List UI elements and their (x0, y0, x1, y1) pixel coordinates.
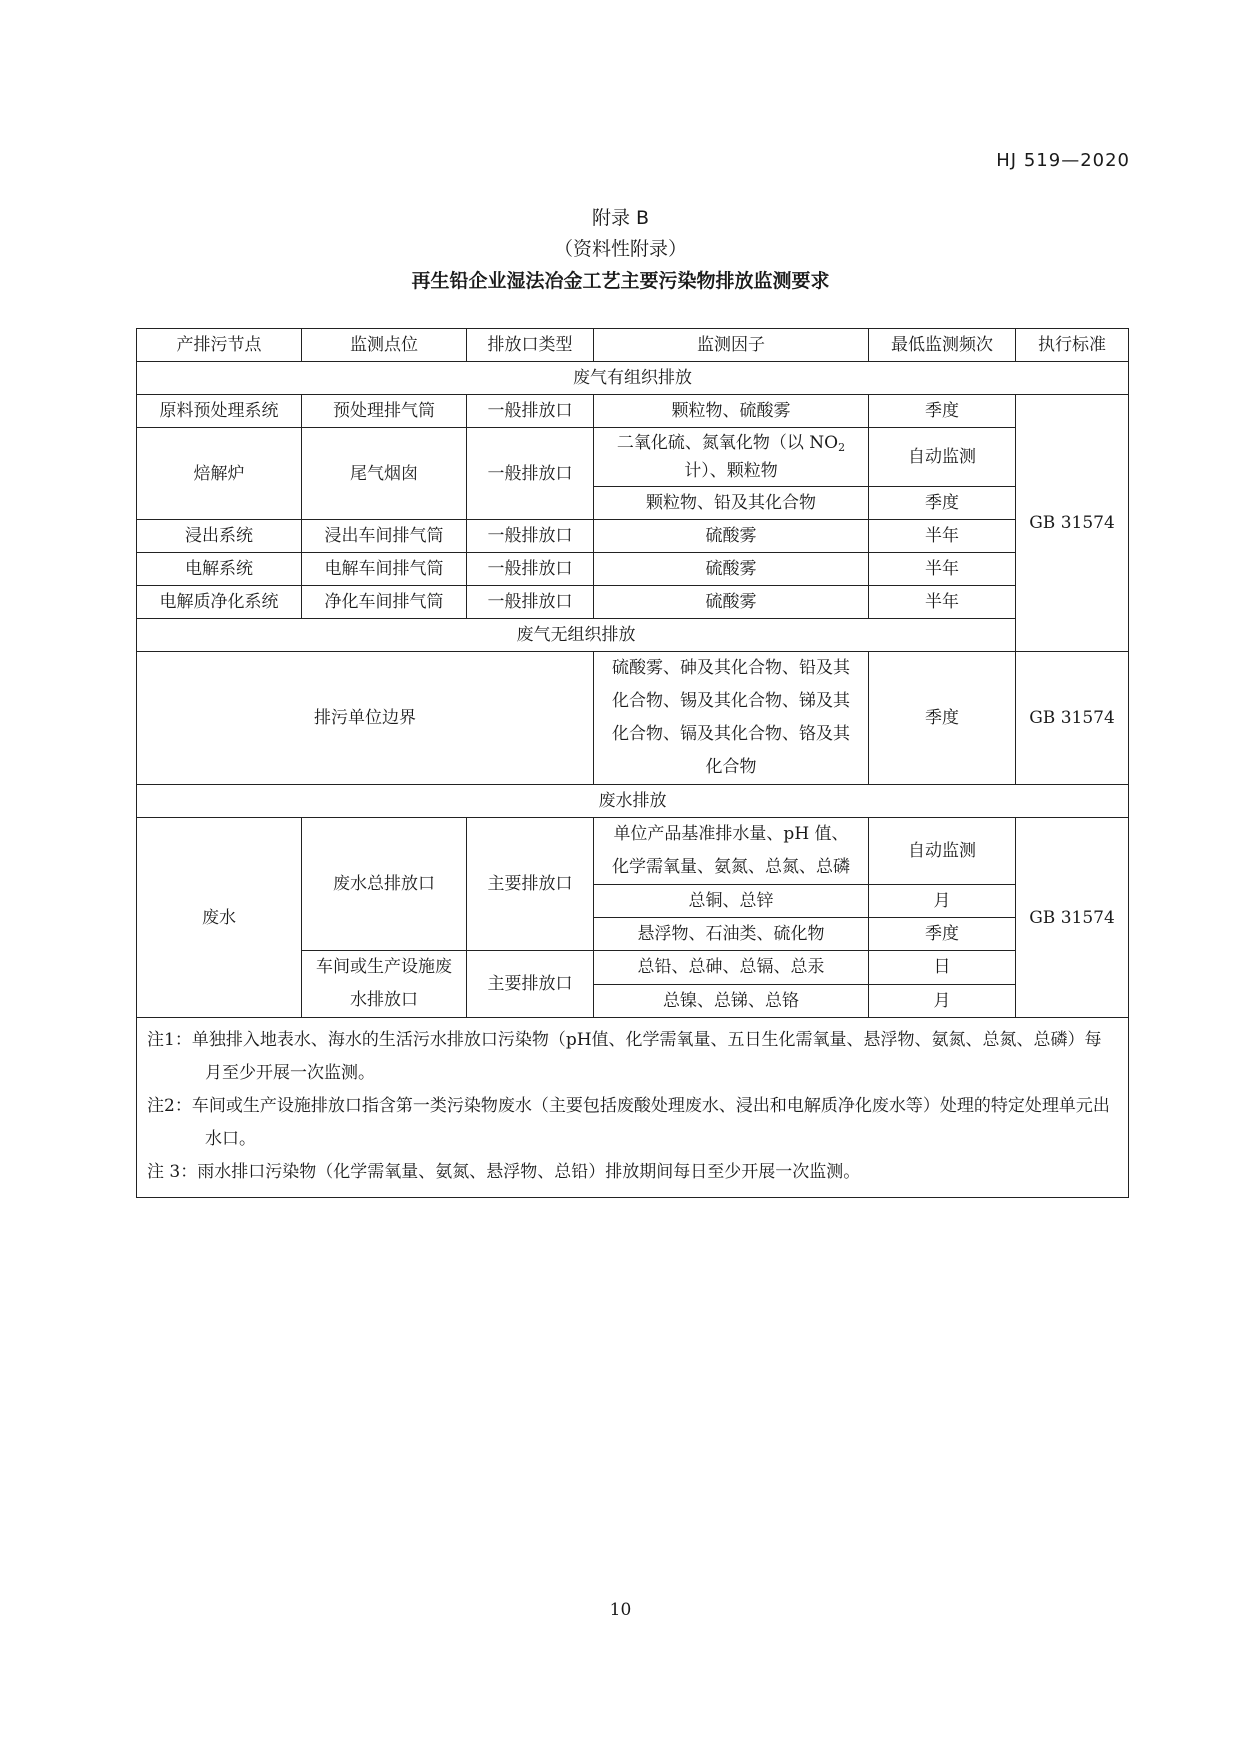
factor-text-pre: 二氧化硫、氮氧化物（以 NO (616, 433, 839, 453)
cell-freq: 半年 (869, 553, 1016, 586)
cell-standard: GB 31574 (1016, 652, 1129, 785)
table-row (137, 652, 1129, 785)
cell-factor: 单位产品基准排水量、pH 值、化学需氧量、氨氮、总氮、总磷 (594, 818, 869, 885)
cell-factor: 总铅、总砷、总镉、总汞 (594, 951, 869, 985)
cell-point: 浸出车间排气筒 (302, 520, 467, 553)
section-row (137, 785, 1129, 818)
section-row (137, 619, 1129, 652)
table-row (137, 395, 1129, 428)
section-unorganized-gas: 废气无组织排放 (137, 619, 1016, 652)
cell-node: 原料预处理系统 (137, 395, 302, 428)
note-3: 注 3：雨水排口污染物（化学需氧量、氨氮、悬浮物、总铅）排放期间每日至少开展一次监测。 (147, 1162, 861, 1182)
cell-factor: 颗粒物、铅及其化合物 (594, 487, 869, 520)
cell-freq: 自动监测 (869, 428, 1016, 487)
cell-factor: 硫酸雾、砷及其化合物、铅及其化合物、锡及其化合物、锑及其化合物、镉及其化合物、铬及其化合物 (594, 652, 869, 785)
cell-factor: 总镍、总锑、总铬 (594, 984, 869, 1018)
table-header-row (137, 329, 1129, 362)
note-2: 注2：车间或生产设施排放口指含第一类污染物废水（主要包括废酸处理废水、浸出和电解质净化废水等）处理的特定处理单元出水口。 (147, 1096, 1110, 1149)
section-wastewater: 废水排放 (137, 785, 1129, 818)
table-row (137, 818, 1129, 885)
cell-node: 浸出系统 (137, 520, 302, 553)
cell-outlet: 一般排放口 (467, 428, 594, 520)
document-number: HJ 519—2020 (996, 150, 1130, 171)
cell-freq: 月 (869, 885, 1016, 918)
appendix-heading: 再生铅企业湿法冶金工艺主要污染物排放监测要求 (411, 270, 830, 292)
cell-node: 焙解炉 (137, 428, 302, 520)
header-cell: 监测点位 (302, 329, 467, 362)
section-organized-gas: 废气有组织排放 (137, 362, 1129, 395)
cell-factor (594, 428, 869, 487)
cell-node: 电解质净化系统 (137, 586, 302, 619)
cell-factor: 总铜、总锌 (594, 885, 869, 918)
cell-freq: 半年 (869, 586, 1016, 619)
appendix-subtitle: （资料性附录） (553, 238, 687, 260)
cell-freq: 日 (869, 951, 1016, 985)
cell-standard-organized: GB 31574 (1016, 395, 1129, 652)
cell-freq: 月 (869, 984, 1016, 1018)
appendix-title: 附录 B (591, 207, 650, 229)
cell-freq: 季度 (869, 487, 1016, 520)
cell-point: 废水总排放口 (302, 818, 467, 951)
header-cell: 排放口类型 (467, 329, 594, 362)
cell-outlet: 一般排放口 (467, 553, 594, 586)
cell-factor: 颗粒物、硫酸雾 (594, 395, 869, 428)
cell-node: 电解系统 (137, 553, 302, 586)
cell-freq: 季度 (869, 652, 1016, 785)
cell-factor: 硫酸雾 (594, 553, 869, 586)
table-row (137, 520, 1129, 553)
cell-factor: 悬浮物、石油类、硫化物 (594, 918, 869, 951)
cell-outlet: 一般排放口 (467, 520, 594, 553)
notes-row (137, 1018, 1129, 1198)
cell-freq: 季度 (869, 395, 1016, 428)
cell-point: 预处理排气筒 (302, 395, 467, 428)
monitoring-requirements-table (136, 328, 1129, 1198)
cell-outlet: 主要排放口 (467, 818, 594, 951)
cell-factor: 硫酸雾 (594, 520, 869, 553)
cell-factor: 硫酸雾 (594, 586, 869, 619)
cell-outlet: 一般排放口 (467, 586, 594, 619)
cell-node: 废水 (137, 818, 302, 1018)
header-cell: 产排污节点 (137, 329, 302, 362)
factor-subscript: 2 (838, 441, 846, 454)
table-row (137, 586, 1129, 619)
cell-point: 排污单位边界 (137, 652, 594, 785)
cell-outlet: 一般排放口 (467, 395, 594, 428)
cell-point: 电解车间排气筒 (302, 553, 467, 586)
table-notes (137, 1018, 1129, 1198)
page-number: 10 (609, 1600, 632, 1620)
cell-freq: 半年 (869, 520, 1016, 553)
cell-point: 净化车间排气筒 (302, 586, 467, 619)
cell-freq: 自动监测 (869, 818, 1016, 885)
note-1: 注1：单独排入地表水、海水的生活污水排放口污染物（pH值、化学需氧量、五日生化需氧量、悬浮物、氨氮、总氮、总磷）每月至少开展一次监测。 (147, 1030, 1102, 1083)
cell-outlet: 主要排放口 (467, 951, 594, 1018)
header-cell: 监测因子 (594, 329, 869, 362)
cell-freq: 季度 (869, 918, 1016, 951)
header-cell: 最低监测频次 (869, 329, 1016, 362)
cell-point: 尾气烟囱 (302, 428, 467, 520)
header-cell: 执行标准 (1016, 329, 1129, 362)
table-row (137, 553, 1129, 586)
cell-standard-wastewater: GB 31574 (1016, 818, 1129, 1018)
factor-text-post: 计）、颗粒物 (684, 461, 778, 481)
section-row (137, 362, 1129, 395)
table-row (137, 428, 1129, 487)
cell-point: 车间或生产设施废水排放口 (302, 951, 467, 1018)
